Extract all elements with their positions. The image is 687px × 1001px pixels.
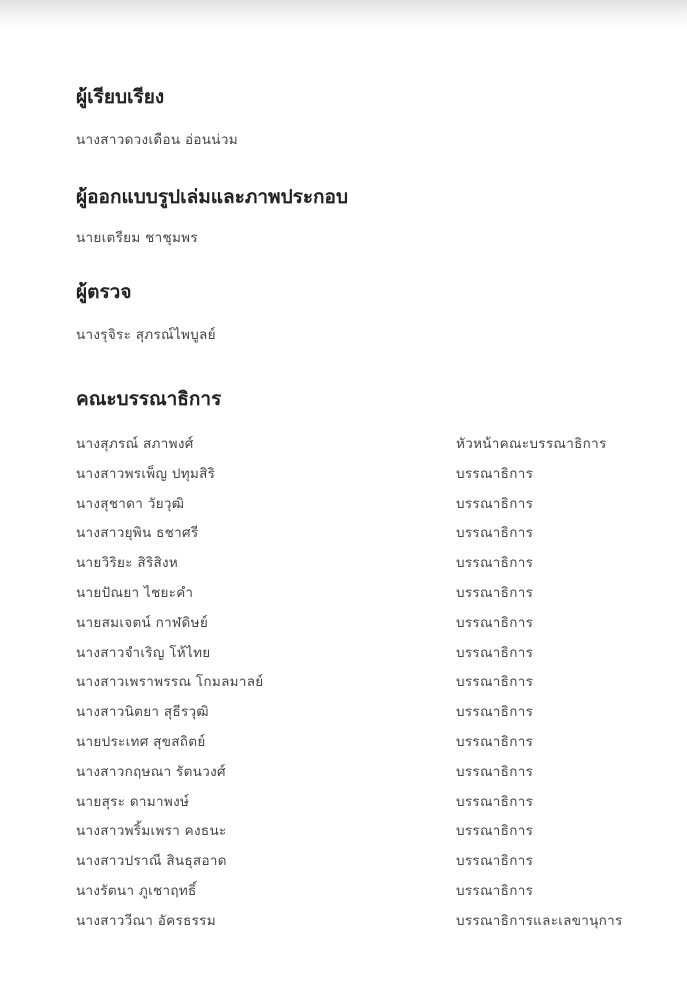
member-name: นางสุภรณ์ สภาพงศ์ xyxy=(76,436,194,452)
board-member-row xyxy=(76,790,656,820)
member-name: นางสาวพริ้มเพรา คงธนะ xyxy=(76,823,227,840)
member-name: นางรัตนา ภูเชาฤทธิ์ xyxy=(76,882,197,899)
member-role: บรรณาธิการ xyxy=(456,525,534,542)
reviewer-name: นางรุจิระ สุภรณ์ไพบูลย์ xyxy=(76,327,216,343)
board-member-row xyxy=(76,819,656,849)
member-role: บรรณาธิการ xyxy=(456,465,534,482)
scan-top-shadow xyxy=(0,0,687,30)
member-name: นายสุระ ดามาพงษ์ xyxy=(76,793,190,810)
board-member-row xyxy=(76,551,656,581)
member-name: นางสาวเพราพรรณ โกมลมาลย์ xyxy=(76,674,264,691)
board-member-row xyxy=(76,879,656,909)
board-member-row xyxy=(76,909,656,939)
board-member-row xyxy=(76,641,656,671)
member-role: บรรณาธิการ xyxy=(456,674,534,691)
member-role: บรรณาธิการ xyxy=(456,793,534,810)
member-name: นายประเทศ สุขสถิตย์ xyxy=(76,733,206,750)
compiler-name: นางสาวดวงเดือน อ่อนน่วม xyxy=(76,132,238,148)
designer-heading: ผู้ออกแบบรูปเล่มและภาพประกอบ xyxy=(76,186,349,208)
member-role: บรรณาธิการ xyxy=(456,495,534,512)
member-role: บรรณาธิการ xyxy=(456,555,534,572)
member-name: นางสาวยุพิน ธชาศรี xyxy=(76,525,199,542)
reviewer-section xyxy=(76,279,216,345)
designer-section xyxy=(76,184,348,248)
member-role: บรรณาธิการ xyxy=(456,763,534,780)
member-name: นางสาวปราณี สินธุสอาด xyxy=(76,853,227,870)
member-name: นายสมเจตน์ กาฬดิษย์ xyxy=(76,614,209,631)
member-name: นางสาวนิตยา สุธีรวุฒิ xyxy=(76,704,209,721)
board-member-row xyxy=(76,611,656,641)
board-member-row xyxy=(76,670,656,700)
compiler-heading: ผู้เรียบเรียง xyxy=(76,86,165,108)
member-role: หัวหน้าคณะบรรณาธิการ xyxy=(456,436,607,452)
compiler-section xyxy=(76,84,238,150)
board-member-row xyxy=(76,730,656,760)
board-member-row xyxy=(76,581,656,611)
member-role: บรรณาธิการ xyxy=(456,584,534,601)
member-name: นายปัณยา ไชยะคำ xyxy=(76,584,194,601)
member-name: นางสาววีณา อัครธรรม xyxy=(76,912,216,929)
member-name: นางสาวพรเพ็ญ ปทุมสิริ xyxy=(76,465,216,482)
member-name: นายวิริยะ สิริสิงห xyxy=(76,555,179,572)
board-member-row xyxy=(76,849,656,879)
editorial-board-list xyxy=(76,432,656,939)
board-member-row xyxy=(76,462,656,492)
editorial-board-heading: คณะบรรณาธิการ xyxy=(76,388,222,410)
member-role: บรรณาธิการ xyxy=(456,733,534,750)
member-role: บรรณาธิการ xyxy=(456,704,534,721)
member-name: นางสาวกฤษณา รัตนวงศ์ xyxy=(76,763,226,780)
member-role: บรรณาธิการ xyxy=(456,853,534,870)
member-role: บรรณาธิการ xyxy=(456,882,534,899)
designer-name: นายเตรียม ชาชุมพร xyxy=(76,230,198,246)
member-role: บรรณาธิการ xyxy=(456,614,534,631)
board-member-row xyxy=(76,700,656,730)
board-member-row xyxy=(76,521,656,551)
member-name: นางสาวจำเริญ โห้ไทย xyxy=(76,644,211,661)
member-role: บรรณาธิการ xyxy=(456,644,534,661)
board-member-row xyxy=(76,432,656,462)
board-member-row xyxy=(76,760,656,790)
member-role: บรรณาธิการและเลขานุการ xyxy=(456,912,623,929)
member-role: บรรณาธิการ xyxy=(456,823,534,840)
member-name: นางสุชาดา วัยวุฒิ xyxy=(76,495,185,512)
board-member-row xyxy=(76,492,656,522)
reviewer-heading: ผู้ตรวจ xyxy=(76,281,132,303)
editorial-board-section xyxy=(76,386,656,939)
